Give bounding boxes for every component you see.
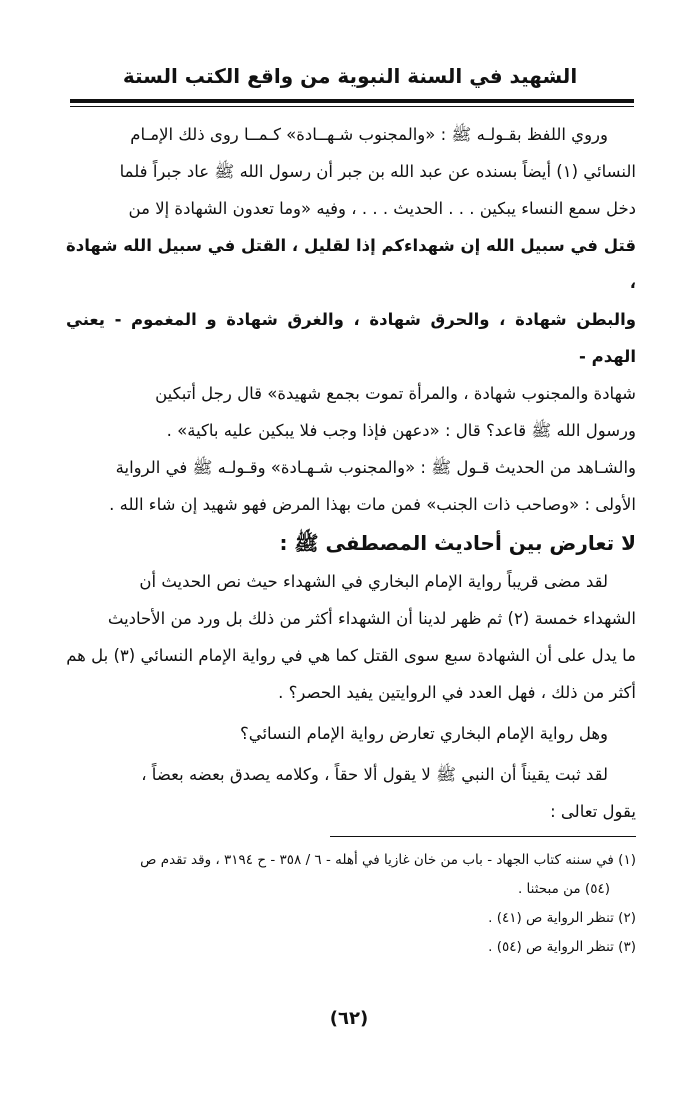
body-line: الشهداء خمسة (٢) ثم ظهر لدينا أن الشهداء أكثر من ذلك بل ورد من الأحاديث [107, 609, 636, 628]
footnote-continuation: (٥٤) من مبحثنا . [517, 881, 610, 897]
body-line: والشـاهد من الحديث قـول ﷺ : «والمجنوب شـهـادة» وقـولـه ﷺ في الرواية [115, 458, 636, 477]
footnote: (٢) تنظر الرواية ص (٤١) . [488, 910, 636, 926]
footnotes [66, 846, 636, 962]
page-number: (٦٢) [329, 1008, 369, 1029]
header-rule-thick [70, 99, 634, 103]
body-line: الأولى : «وصاحب ذات الجنب» فمن مات بهذا المرض فهو شهيد إن شاء الله . [109, 495, 636, 514]
body-line: قتل في سبيل الله إن شهداءكم إذا لقليل ، القتل في سبيل الله شهادة ، [65, 236, 636, 292]
body-line: دخل سمع النساء يبكين . . . الحديث . . . ، وفيه «وما تعدون الشهادة إلا من [128, 199, 636, 218]
footnote-rule [330, 836, 636, 837]
body-line: يقول تعالى : [550, 802, 636, 821]
footnote: (١) في سننه كتاب الجهاد - باب من خان غازيا في أهله - ٦ / ٣٥٨ - ح ٣١٩٤ ، وقد تقدم ص [140, 852, 636, 868]
body-line: النسائي (١) أيضاً بسنده عن عبد الله بن جبر أن رسول الله ﷺ عاد جبراً فلما [119, 162, 636, 181]
body-line: ما يدل على أن الشهادة سبع سوى القتل كما هي في رواية الإمام النسائي (٣) بل هم [66, 646, 636, 665]
body-line: ورسول الله ﷺ قاعد؟ قال : «دعهن فإذا وجب فلا يبكين عليه باكية» . [166, 421, 636, 440]
header-rule-thin [70, 106, 634, 107]
running-head: الشهيد في السنة النبوية من واقع الكتب الستة [122, 64, 578, 88]
body-line: لقد ثبت يقيناً أن النبي ﷺ لا يقول ألا حقاً ، وكلامه يصدق بعضه بعضاً ، [141, 765, 608, 784]
footnote: (٣) تنظر الرواية ص (٥٤) . [488, 939, 636, 955]
body-line: وروي اللفظ بقـولـه ﷺ : «والمجنوب شـهــادة» كـمــا روى ذلك الإمـام [130, 125, 608, 144]
body-text [66, 116, 636, 830]
body-line: أكثر من ذلك ، فهل العدد في الروايتين يفيد الحصر؟ . [278, 683, 636, 702]
body-line: لقد مضى قريباً رواية الإمام البخاري في الشهداء حيث نص الحديث أن [139, 572, 608, 591]
body-line: وهل رواية الإمام البخاري تعارض رواية الإمام النسائي؟ [239, 724, 608, 743]
section-heading: لا تعارض بين أحاديث المصطفى ﷺ : [279, 531, 636, 555]
body-line: والبطن شهادة ، والحرق شهادة ، والغرق شهادة و المغموم - يعني الهدم - [66, 310, 636, 366]
body-line: شهادة والمجنوب شهادة ، والمرأة تموت بجمع شهيدة» قال رجل أتبكين [155, 384, 636, 403]
